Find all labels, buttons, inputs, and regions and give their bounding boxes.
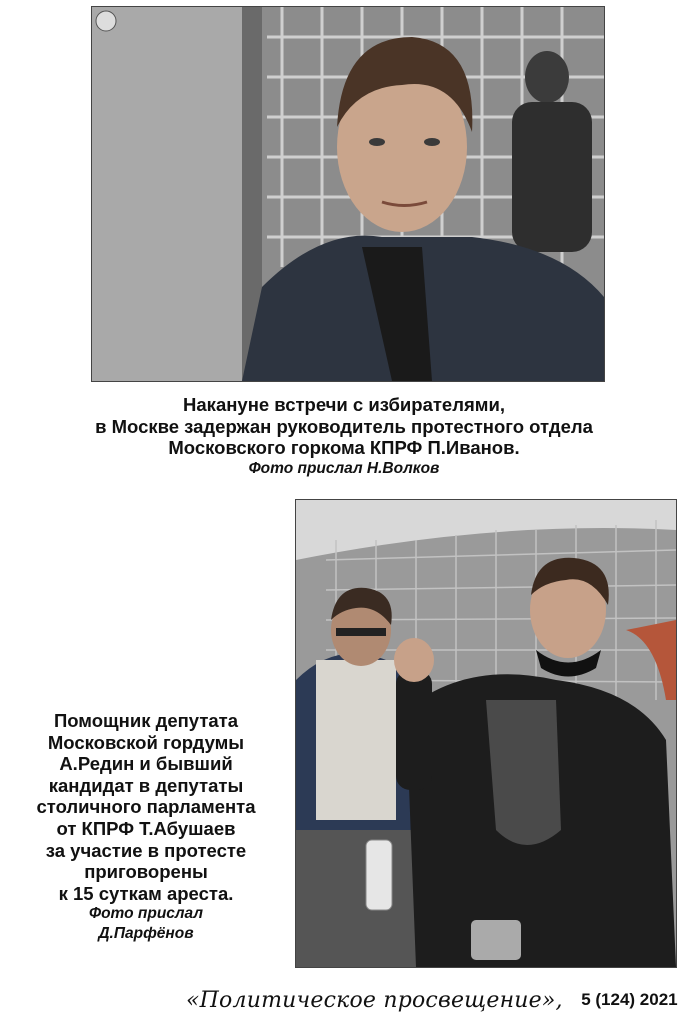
detained-activists-photo xyxy=(295,499,677,968)
detained-man-photo xyxy=(91,6,605,382)
caption-line: от КПРФ Т.Абушаев xyxy=(56,817,236,839)
photo-credit: Фото прислал xyxy=(88,905,204,923)
photo-illustration xyxy=(296,500,676,967)
page-footer xyxy=(186,988,676,1018)
caption-line: Накануне встречи с избирателями, xyxy=(183,394,505,415)
issue-number: 5 (124) 2021 xyxy=(581,990,678,1009)
caption-line: за участие в протесте xyxy=(45,839,247,861)
caption-line: к 15 суткам ареста. xyxy=(58,882,234,904)
photo1-caption xyxy=(20,394,668,479)
photo-illustration xyxy=(92,7,604,381)
photo2-caption xyxy=(4,710,288,944)
caption-line: Московской гордумы xyxy=(47,731,245,753)
caption-line: Московского горкома КПРФ П.Иванов. xyxy=(168,437,520,458)
caption-line: А.Редин и бывший xyxy=(59,753,233,775)
photo-credit: Д.Парфёнов xyxy=(98,925,194,943)
caption-line: кандидат в депутаты xyxy=(48,774,244,796)
photo-credit: Фото прислал Н.Волков xyxy=(248,459,440,477)
caption-line: Помощник депутата xyxy=(53,710,239,731)
caption-line: приговорены xyxy=(84,861,208,883)
caption-line: в Москве задержан руководитель протестного отдела xyxy=(95,415,593,437)
caption-line: столичного парламента xyxy=(36,796,256,818)
publication-name: «Политическое просвещение», xyxy=(186,988,563,1013)
